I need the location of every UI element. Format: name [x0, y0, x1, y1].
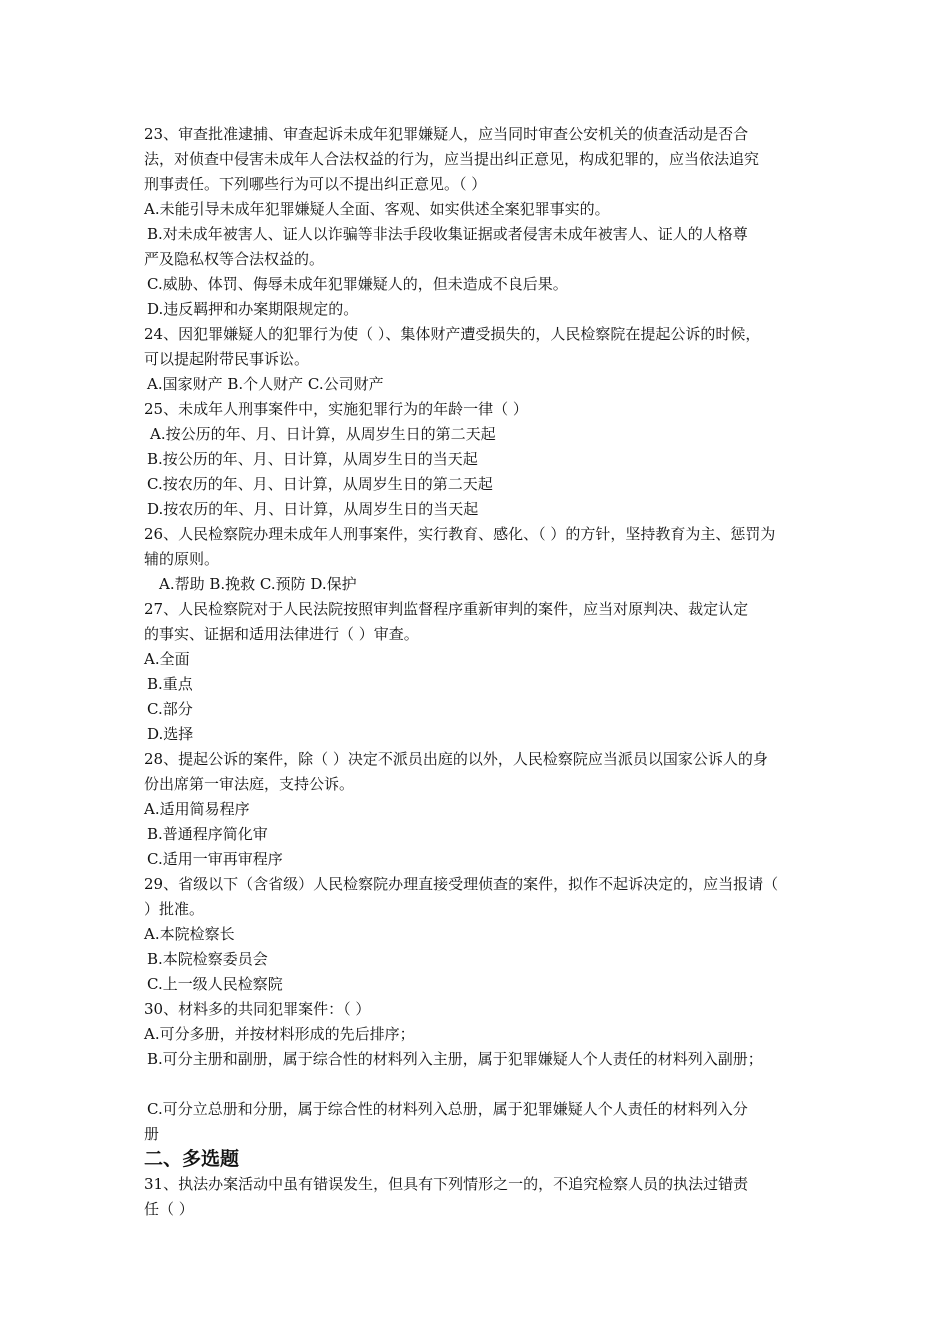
text-line: A.适用简易程序	[144, 800, 250, 818]
text-line: C.适用一审再审程序	[147, 850, 283, 868]
text-line: 24、因犯罪嫌疑人的犯罪行为使（ ）、集体财产遭受损失的，人民检察院在提起公诉的时候，	[144, 325, 761, 343]
text-line: ）批准。	[144, 900, 205, 918]
text-line: A.帮助 B.挽救 C.预防 D.保护	[159, 575, 357, 593]
text-line: 28、提起公诉的案件，除（ ）决定不派员出庭的以外，人民检察院应当派员以国家公诉人的身	[144, 750, 768, 768]
text-line: 任（ ）	[144, 1200, 194, 1218]
text-line: D.按农历的年、月、日计算，从周岁生日的当天起	[147, 500, 479, 518]
document-body	[144, 122, 812, 1222]
text-line: 31、执法办案活动中虽有错误发生，但具有下列情形之一的，不追究检察人员的执法过错责	[144, 1175, 749, 1193]
text-line: B.可分主册和副册，属于综合性的材料列入主册，属于犯罪嫌疑人个人责任的材料列入副册；	[147, 1050, 763, 1068]
text-line: B.重点	[147, 675, 193, 693]
text-line: 25、未成年人刑事案件中，实施犯罪行为的年龄一律（ ）	[144, 400, 528, 418]
text-line: C.威胁、体罚、侮辱未成年犯罪嫌疑人的，但未造成不良后果。	[147, 275, 568, 293]
section-heading: 二、多选题	[144, 1148, 240, 1170]
text-line: 严及隐私权等合法权益的。	[144, 250, 325, 268]
text-line: 27、人民检察院对于人民法院按照审判监督程序重新审判的案件，应当对原判决、裁定认定	[144, 600, 749, 618]
text-line: A.全面	[144, 650, 190, 668]
text-line: 份出席第一审法庭，支持公诉。	[144, 775, 355, 793]
text-line: 可以提起附带民事诉讼。	[144, 350, 310, 368]
text-line: A.按公历的年、月、日计算，从周岁生日的第二天起	[150, 425, 496, 443]
text-line: A.未能引导未成年犯罪嫌疑人全面、客观、如实供述全案犯罪事实的。	[144, 200, 610, 218]
text-line: C.上一级人民检察院	[147, 975, 283, 993]
text-line: 法，对侦查中侵害未成年人合法权益的行为，应当提出纠正意见，构成犯罪的，应当依法追究	[144, 150, 760, 168]
text-line: A.本院检察长	[144, 925, 235, 943]
blank-line	[144, 1072, 812, 1097]
text-line: 刑事责任。下列哪些行为可以不提出纠正意见。（ ）	[144, 175, 487, 193]
text-line: C.可分立总册和分册，属于综合性的材料列入总册，属于犯罪嫌疑人个人责任的材料列入分	[147, 1100, 748, 1118]
text-line: 30、材料多的共同犯罪案件：（ ）	[144, 1000, 371, 1018]
text-line: 26、人民检察院办理未成年人刑事案件，实行教育、感化、（ ）的方针，坚持教育为主、惩罚为	[144, 525, 776, 543]
text-line: C.部分	[147, 700, 193, 718]
text-line: 23、审查批准逮捕、审查起诉未成年犯罪嫌疑人，应当同时审查公安机关的侦查活动是否合	[144, 125, 749, 143]
text-line: B.对未成年被害人、证人以诈骗等非法手段收集证据或者侵害未成年被害人、证人的人格尊	[147, 225, 748, 243]
text-line: B.按公历的年、月、日计算，从周岁生日的当天起	[147, 450, 478, 468]
text-line: 册	[144, 1125, 160, 1143]
text-line: D.违反羁押和办案期限规定的。	[147, 300, 359, 318]
text-line: A.可分多册，并按材料形成的先后排序；	[144, 1025, 415, 1043]
text-line: C.按农历的年、月、日计算，从周岁生日的第二天起	[147, 475, 493, 493]
text-line: A.国家财产 B.个人财产 C.公司财产	[147, 375, 384, 393]
text-line: B.本院检察委员会	[147, 950, 268, 968]
text-line: B.普通程序简化审	[147, 825, 268, 843]
text-line: 29、省级以下（含省级）人民检察院办理直接受理侦查的案件，拟作不起诉决定的，应当报请（	[144, 875, 779, 893]
text-line: D.选择	[147, 725, 194, 743]
text-line: 的事实、证据和适用法律进行（ ）审查。	[144, 625, 419, 643]
text-line: 辅的原则。	[144, 550, 220, 568]
